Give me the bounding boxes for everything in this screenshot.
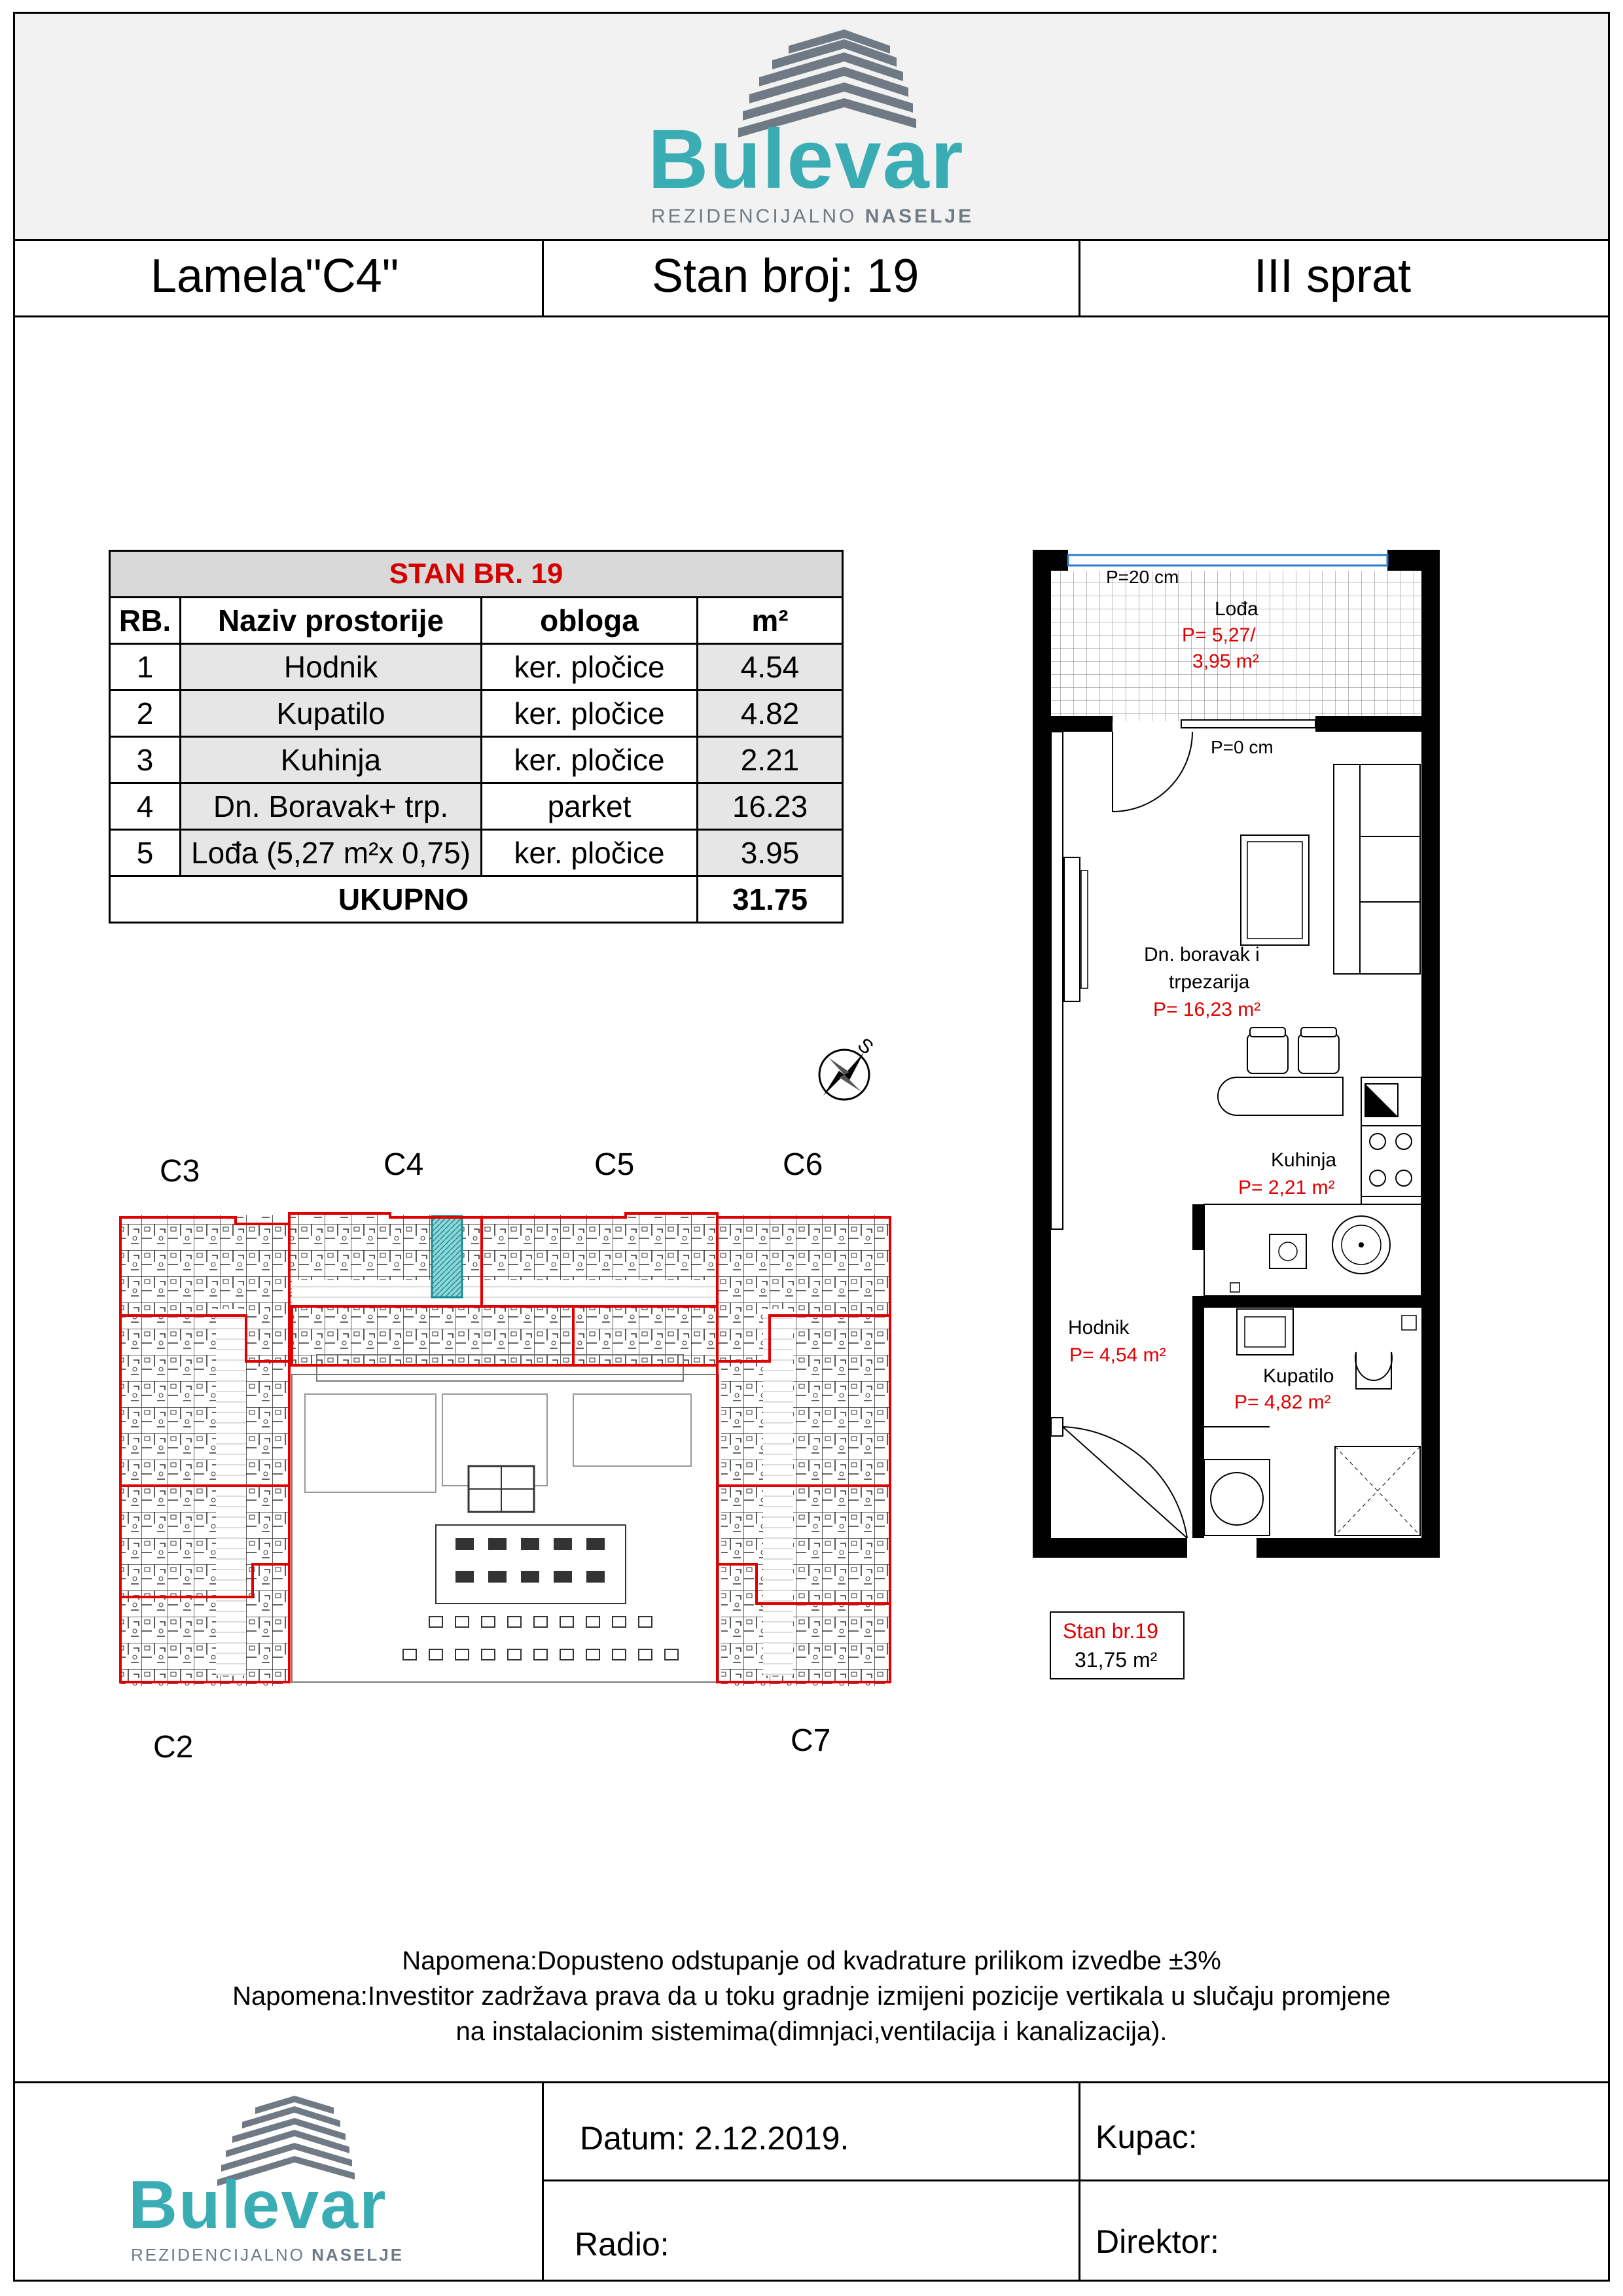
row-area: 2.21 [698,737,843,783]
table-row [110,644,843,691]
stamp-label: Stan br.19 [1063,1619,1158,1643]
row-name: Kuhinja [181,737,482,783]
row-finish: ker. pločice [482,691,698,737]
stamp-area: 31,75 m² [1075,1648,1158,1672]
total-label: UKUPNO [110,876,698,923]
kitchen-area: P= 2,21 m² [1238,1177,1335,1198]
header-cell-divider-1 [542,239,544,317]
lamela-c3: C3 [160,1154,200,1189]
compass-letter: S [853,1033,878,1059]
footer-divider-left [542,2081,544,2282]
row-name: Hodnik [181,644,482,691]
room-table-title: STAN BR. 19 [110,551,843,598]
loggia-area-a: P= 5,27/ [1182,624,1256,646]
inner-level-label: P=0 cm [1211,737,1274,757]
row-name: Lođa (5,27 m²x 0,75) [181,830,482,876]
footer-director: Direktor: [1096,2223,1219,2260]
note-3: na instalacionim sistemima(dimnjaci,ventilacija i kanalizacija). [455,2017,1168,2046]
apartment-stamp [1050,1611,1185,1679]
lamela-c4: C4 [383,1147,424,1182]
table-row [110,783,843,830]
site-plan-drawing [115,1198,894,1708]
footer-date: Datum: 2.12.2019. [580,2120,849,2157]
header-cell-divider-2 [1079,239,1080,317]
lamela-c7: C7 [791,1723,831,1758]
floor-label: III sprat [1254,250,1412,302]
note-1: Napomena:Dopusteno odstupanje od kvadrature prilikom izvedbe ±3% [402,1946,1221,1975]
table-total-row [110,876,843,923]
loggia-label: Lođa [1215,598,1258,620]
site-plan [115,1198,894,1708]
footer-divider-mid [1079,2081,1080,2282]
header-divider-bottom [13,315,1610,317]
tagline-part-b: NASELJE [865,206,974,227]
row-finish: parket [482,783,698,830]
row-area: 4.54 [698,644,843,691]
footer-prepared: Radio: [575,2226,669,2263]
loggia-area-b: 3,95 m² [1192,651,1259,672]
bath-label: Kupatilo [1263,1365,1334,1387]
living-label-a: Dn. boravak i [1144,944,1260,965]
header-logo-name: Bulevar [648,113,965,206]
lamela-c6: C6 [783,1147,823,1182]
footer-tagline-part-a: REZIDENCIJALNO [131,2245,305,2265]
footer-buyer: Kupac: [1096,2119,1198,2155]
footer-divider-top [13,2081,1610,2083]
footer-logo-tagline [131,2245,404,2265]
living-area: P= 16,23 m² [1153,999,1261,1020]
row-area: 16.23 [698,783,843,830]
row-finish: ker. pločice [482,644,698,691]
table-row [110,691,843,737]
lamela-label: Lamela"C4" [151,250,399,302]
footer-tagline-part-b: NASELJE [312,2245,404,2265]
row-rb: 2 [110,691,181,737]
row-rb: 1 [110,644,181,691]
bath-area: P= 4,82 m² [1234,1391,1331,1413]
apartment-number: Stan broj: 19 [652,250,919,302]
row-finish: ker. pločice [482,737,698,783]
row-name: Dn. Boravak+ trp. [181,783,482,830]
lamela-c2: C2 [153,1730,194,1765]
lamela-c5: C5 [594,1147,635,1182]
total-value: 31.75 [698,876,843,923]
hall-label: Hodnik [1068,1317,1130,1338]
row-area: 3.95 [698,830,843,876]
loggia-level-label: P=20 cm [1106,567,1179,587]
header-logo-tagline [651,206,974,228]
kitchen-label: Kuhinja [1271,1149,1337,1171]
header-divider-top [13,239,1610,241]
note-2: Napomena:Investitor zadržava prava da u toku gradnje izmijeni pozicije vertikala u slučaju promjene [232,1982,1391,2011]
hall-area: P= 4,54 m² [1069,1344,1166,1366]
footer-logo-name: Bulevar [128,2167,387,2243]
table-row [110,737,843,783]
row-rb: 4 [110,783,181,830]
row-area: 4.82 [698,691,843,737]
table-row [110,830,843,876]
row-finish: ker. pločice [482,830,698,876]
col-header-rb: RB. [110,598,181,644]
col-header-area: m² [698,598,843,644]
room-table [109,550,844,924]
row-rb: 3 [110,737,181,783]
col-header-finish: obloga [482,598,698,644]
row-name: Kupatilo [181,691,482,737]
footer-divider-row [542,2179,1610,2181]
living-label-b: trpezarija [1169,971,1250,993]
row-rb: 5 [110,830,181,876]
tagline-part-a: REZIDENCIJALNO [651,206,857,227]
col-header-name: Naziv prostorije [181,598,482,644]
